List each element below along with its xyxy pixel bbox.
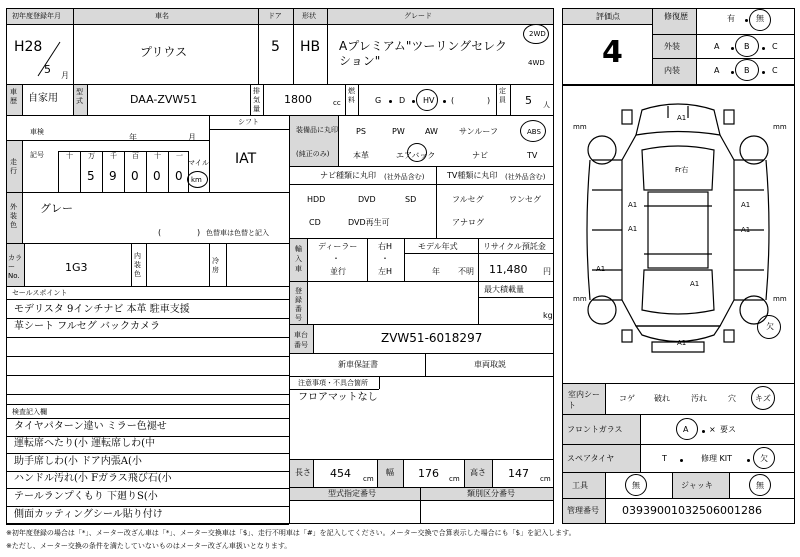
width-cm: cm bbox=[449, 475, 460, 483]
equip-ps: PS bbox=[356, 127, 366, 136]
mm-4: mm bbox=[773, 295, 787, 303]
mile-digit: 0 bbox=[175, 169, 183, 183]
rating-label: 評価点 bbox=[596, 12, 620, 21]
door-label: ドア bbox=[268, 12, 282, 20]
fuel-hv-circle bbox=[416, 89, 438, 111]
tv-sub: (社外品含む) bbox=[505, 173, 546, 181]
color-label: 外装色 bbox=[10, 203, 17, 229]
diag-hood: A1 bbox=[677, 114, 687, 122]
import-dot-1: ・ bbox=[332, 254, 340, 263]
mile-digit-label: 万 bbox=[88, 152, 95, 160]
navi-hdd: HDD bbox=[307, 195, 326, 204]
usage: 自家用 bbox=[28, 93, 58, 104]
chassis-value: ZVW51-6018297 bbox=[381, 331, 483, 345]
navi-cd: CD bbox=[309, 218, 321, 227]
model-year-year: 年 bbox=[432, 267, 440, 276]
grade-label: グレード bbox=[404, 12, 432, 20]
drive-2wd-circle bbox=[523, 24, 549, 44]
repair-none-circle bbox=[749, 9, 771, 31]
km-label: km bbox=[191, 176, 202, 184]
model-label: 型式 bbox=[76, 88, 83, 105]
equipment-sublabel: (純正のみ) bbox=[296, 150, 330, 158]
jack-label: ジャッキ bbox=[681, 481, 713, 490]
cc-unit: cc bbox=[333, 99, 341, 107]
interior-c: C bbox=[772, 66, 778, 75]
length-label: 長さ bbox=[295, 468, 311, 477]
repair-yes: 有 bbox=[727, 14, 735, 23]
inspector-line: ハンドル汚れ(小 Fガラス飛び石(小 bbox=[14, 473, 172, 485]
fuel-d: D bbox=[399, 96, 406, 105]
sheet-dirt: 汚れ bbox=[691, 394, 707, 403]
reg-era: H28 bbox=[14, 39, 43, 55]
fuel-g: G bbox=[375, 96, 382, 105]
person-unit: 人 bbox=[543, 101, 550, 109]
ac-label: 冷房 bbox=[212, 257, 219, 274]
color-no-label: カラーNo. bbox=[8, 254, 22, 280]
color-note: 色替車は色替と記入 bbox=[206, 229, 269, 237]
car-damage-diagram bbox=[562, 90, 795, 380]
class-no-label: 類別区分番号 bbox=[467, 489, 515, 498]
recycle-value: 11,480 bbox=[489, 263, 528, 276]
mgmt-label: 管理番号 bbox=[567, 506, 599, 515]
interior-sheet-label: 室内シート bbox=[568, 390, 600, 410]
spare-t: T bbox=[662, 454, 667, 463]
fuel-paren-open: ( bbox=[451, 96, 455, 105]
navi-label: ナビ種類に丸印 bbox=[320, 171, 376, 180]
mileage-label: 走行 bbox=[10, 158, 17, 175]
import-dealer: ディーラー bbox=[318, 242, 358, 251]
color-value: グレー bbox=[40, 202, 73, 215]
drive-2wd: 2WD bbox=[529, 30, 546, 38]
import-left-h: 左H bbox=[378, 267, 393, 276]
mm-2: mm bbox=[773, 123, 787, 131]
model: DAA-ZVW51 bbox=[130, 93, 198, 106]
mile-label: マイル bbox=[188, 159, 209, 167]
equip-abs: ABS bbox=[527, 128, 541, 136]
mm-3: mm bbox=[573, 295, 587, 303]
max-load-label: 最大積載量 bbox=[484, 285, 524, 294]
height-label: 高さ bbox=[470, 468, 486, 477]
height-value: 147 bbox=[508, 467, 529, 480]
import-dot-2: ・ bbox=[381, 254, 389, 263]
spare-kit: 修理 KIT bbox=[701, 454, 733, 463]
mm-1: mm bbox=[573, 123, 587, 131]
warranty-label: 新車保証書 bbox=[338, 360, 378, 369]
sales-points-label: セールスポイント bbox=[12, 289, 68, 297]
shift: IAT bbox=[235, 151, 257, 167]
inspection-month: 月 bbox=[188, 133, 196, 142]
tire-missing-circle bbox=[757, 315, 781, 339]
mile-digit: 0 bbox=[153, 169, 161, 183]
equip-airbag: エアバック bbox=[396, 151, 436, 160]
diag-tire-fl: A1 bbox=[596, 265, 606, 273]
interior-b-circle bbox=[735, 59, 759, 81]
navi-dvd-play: DVD再生可 bbox=[348, 218, 390, 227]
sales-line-2: 革シート フルセグ バックカメラ bbox=[14, 321, 160, 332]
sheet-scratch-circle bbox=[751, 386, 775, 410]
notes-text: フロアマットなし bbox=[298, 392, 378, 403]
airbag-circle bbox=[407, 143, 427, 162]
repair-label: 修復歴 bbox=[664, 12, 688, 21]
sheet-scratch: キズ bbox=[755, 394, 771, 403]
exterior-label: 外装 bbox=[664, 42, 680, 51]
interior-b: B bbox=[744, 66, 750, 75]
windshield-a-circle bbox=[676, 418, 698, 440]
equip-tv: TV bbox=[527, 151, 538, 160]
model-year-label: モデル年式 bbox=[418, 242, 458, 251]
mile-digit: 0 bbox=[131, 169, 139, 183]
width-value: 176 bbox=[418, 467, 439, 480]
doors: 5 bbox=[271, 39, 280, 55]
equipment-label: 装備品に丸印 bbox=[296, 126, 338, 134]
inspector-line: 側面カッティングシール貼り付け bbox=[14, 508, 163, 520]
recycle-label: リサイクル預託金 bbox=[483, 242, 546, 251]
sheet-burn: コゲ bbox=[619, 394, 635, 403]
diag-tire-missing: 欠 bbox=[766, 322, 774, 331]
recycle-unit: 円 bbox=[543, 267, 551, 276]
capacity-label: 定員 bbox=[499, 87, 506, 104]
type-no-label: 型式指定番号 bbox=[328, 489, 376, 498]
diag-front-left: A1 bbox=[628, 201, 638, 209]
displacement: 1800 bbox=[284, 93, 312, 106]
navi-sd: SD bbox=[405, 195, 417, 204]
equip-pw: PW bbox=[392, 127, 405, 136]
grade: Aプレミアム"ツーリングセレクション" bbox=[339, 39, 507, 68]
drive-4wd: 4WD bbox=[528, 59, 545, 67]
length-value: 454 bbox=[330, 467, 351, 480]
interior-color-label: 内装色 bbox=[134, 252, 141, 278]
equip-aw: AW bbox=[425, 127, 438, 136]
color-no-value: 1G3 bbox=[65, 261, 88, 274]
tv-label: TV種類に丸印 bbox=[447, 171, 498, 180]
exterior-c: C bbox=[772, 42, 778, 51]
color-paren-open: ( bbox=[158, 228, 162, 237]
max-load-kg: kg bbox=[543, 311, 553, 320]
usage-label: 車歴 bbox=[10, 88, 17, 105]
manual-label: 車両取説 bbox=[474, 360, 506, 369]
mile-digit-label: 一 bbox=[176, 152, 183, 160]
model-year-unknown: 不明 bbox=[458, 267, 474, 276]
tv-oneseg: ワンセグ bbox=[509, 195, 541, 204]
rating-value: 4 bbox=[602, 35, 623, 70]
import-parallel: 並行 bbox=[330, 267, 346, 276]
mile-digit: 9 bbox=[109, 169, 117, 183]
spare-none-circle bbox=[753, 447, 775, 469]
windshield-required: 要ス bbox=[720, 425, 736, 434]
month-unit: 月 bbox=[61, 71, 69, 80]
abs-circle bbox=[520, 120, 546, 142]
windshield-label: フロントガラス bbox=[567, 425, 623, 434]
spare-label: スペアタイヤ bbox=[567, 454, 615, 463]
tools-none: 無 bbox=[632, 481, 640, 490]
import-label: 輸入車 bbox=[295, 245, 302, 273]
exterior-b-circle bbox=[735, 35, 759, 57]
inspector-label: 検査記入欄 bbox=[12, 408, 47, 416]
tools-none-circle bbox=[625, 474, 647, 496]
mile-digit-label: 千 bbox=[110, 152, 117, 160]
mile-digit-label: 十 bbox=[154, 152, 161, 160]
inspection-year: 年 bbox=[129, 133, 137, 142]
kigo-label: 記号 bbox=[30, 151, 44, 159]
import-right-h: 右H bbox=[378, 242, 393, 251]
footer-line-2: ※ただし、メーター交換の条件を満たしていないものはメーター改ざん車扱いとなります。 bbox=[6, 542, 292, 550]
diag-pillar: Fr右 bbox=[675, 166, 689, 174]
diag-bumper: A1 bbox=[677, 339, 687, 347]
registration-label: 登録番号 bbox=[295, 287, 302, 322]
reg-month: 5 bbox=[44, 63, 51, 76]
tools-label: 工具 bbox=[572, 481, 588, 490]
chassis-label: 車台番号 bbox=[294, 331, 308, 349]
displacement-label: 排気量 bbox=[253, 87, 260, 113]
fuel-label: 燃料 bbox=[348, 87, 355, 104]
capacity: 5 bbox=[525, 94, 532, 107]
inspector-line: テールランプくもり 下廻りS(小 bbox=[14, 491, 158, 502]
sales-line-1: モデリスタ 9インチナビ 本革 駐車支援 bbox=[14, 304, 190, 315]
interior-label: 内装 bbox=[664, 66, 680, 75]
shape: HB bbox=[300, 39, 321, 55]
tv-fullseg: フルセグ bbox=[452, 195, 484, 204]
spare-none: 欠 bbox=[760, 454, 768, 463]
notes-label: 注意事項・不具合箇所 bbox=[298, 379, 368, 387]
sheet-tear: 破れ bbox=[654, 394, 670, 403]
interior-a: A bbox=[714, 66, 720, 75]
diag-rear-left: A1 bbox=[628, 225, 638, 233]
mgmt-value: 03939001032506001286 bbox=[622, 504, 762, 517]
length-cm: cm bbox=[363, 475, 374, 483]
repair-none: 無 bbox=[756, 14, 764, 23]
mile-digit-label: 十 bbox=[66, 152, 73, 160]
navi-dvd: DVD bbox=[358, 195, 376, 204]
km-circle bbox=[187, 171, 208, 188]
exterior-b: B bbox=[744, 42, 750, 51]
sheet-hole: 穴 bbox=[728, 394, 736, 403]
fuel-paren-close: ) bbox=[487, 96, 491, 105]
exterior-a: A bbox=[714, 42, 720, 51]
width-label: 幅 bbox=[386, 468, 394, 477]
fuel-hv: HV bbox=[423, 96, 435, 105]
windshield-x: × bbox=[709, 425, 716, 434]
mile-digit: 5 bbox=[87, 169, 95, 183]
inspector-line: タイヤパターン違い ミラー色褪せ bbox=[14, 420, 167, 432]
windshield-a: A bbox=[683, 425, 689, 434]
reg-year-label: 初年度登録年月 bbox=[12, 12, 61, 20]
navi-sub: (社外品含む) bbox=[384, 173, 425, 181]
height-cm: cm bbox=[540, 475, 551, 483]
color-paren-close: ) bbox=[197, 228, 201, 237]
inspector-line: 助手席しわ(小 ドア内張A(小 bbox=[14, 455, 142, 467]
car-name: プリウス bbox=[140, 45, 188, 59]
inspection-label: 車検 bbox=[30, 128, 44, 136]
inspector-line: 運転席へたり(小 運転席しわ(中 bbox=[14, 438, 155, 450]
diag-side-2: A1 bbox=[741, 226, 751, 234]
shift-label: シフト bbox=[238, 118, 259, 126]
shape-label: 形状 bbox=[302, 12, 316, 20]
jack-none-circle bbox=[749, 474, 771, 496]
car-name-label: 車名 bbox=[155, 12, 169, 20]
diag-roof: A1 bbox=[690, 280, 700, 288]
equip-sunroof: サンルーフ bbox=[459, 127, 498, 136]
diag-side: A1 bbox=[741, 201, 751, 209]
mile-digit-label: 百 bbox=[132, 152, 139, 160]
jack-none: 無 bbox=[756, 481, 764, 490]
equip-leather: 本革 bbox=[353, 151, 369, 160]
equip-navi: ナビ bbox=[472, 151, 488, 160]
footer-line-1: ※初年度登録の場合は「*」、メーター改ざん車は「*」、メーター交換車は「$」、走行不明車は「#」を記入してください。メーター交換で合算表示した場合にも「$」を記入します。 bbox=[6, 529, 576, 537]
tv-analog: アナログ bbox=[452, 218, 484, 227]
